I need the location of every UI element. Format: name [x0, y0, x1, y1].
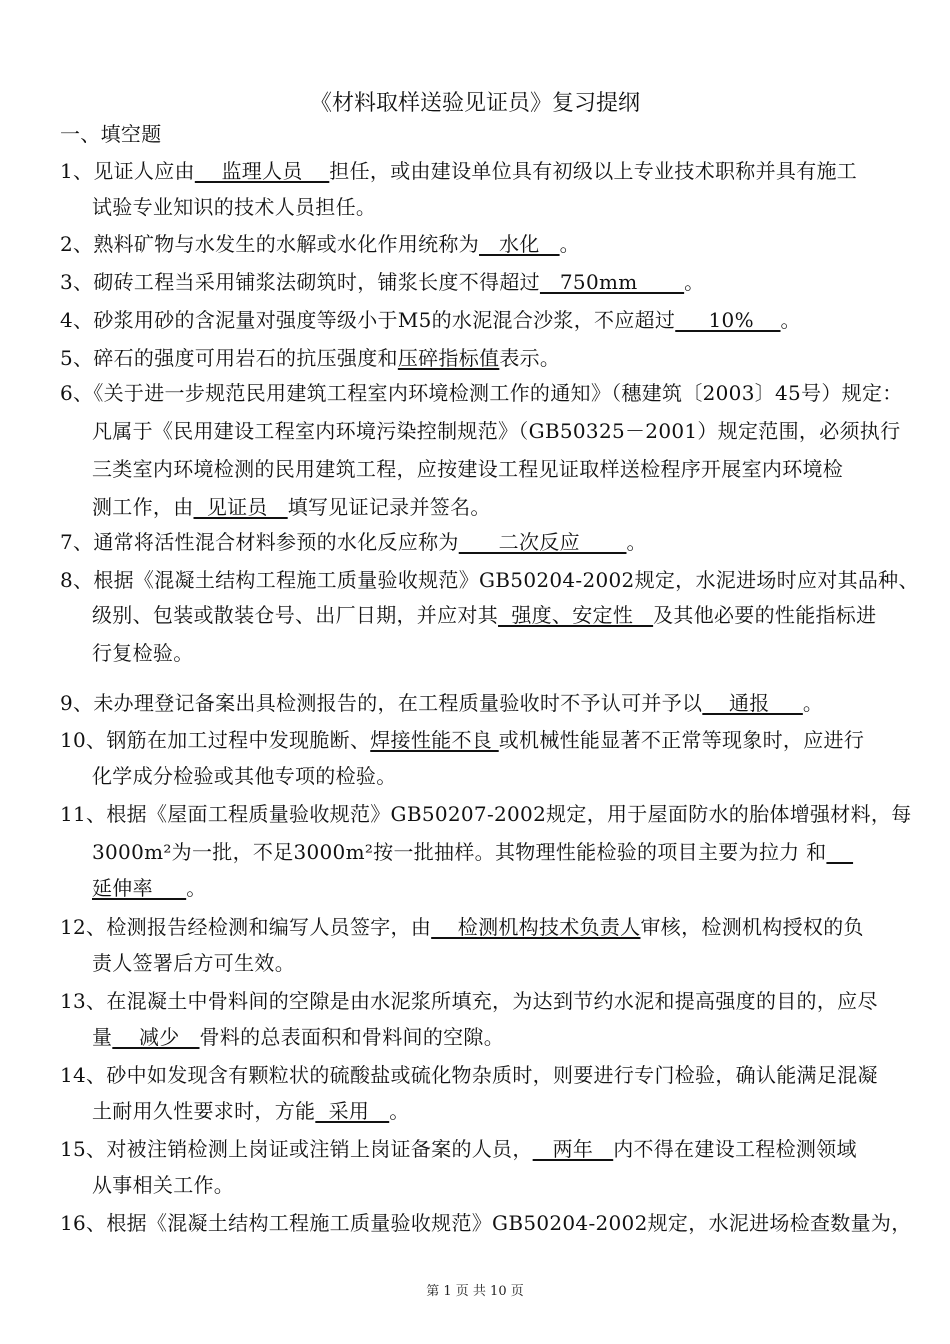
document-line — [92, 193, 376, 221]
answer-blank: 750mm — [539, 270, 685, 294]
document-title: 《材料取样送验见证员》复习提纲 — [309, 91, 640, 116]
document-line — [60, 913, 864, 941]
document-line — [60, 1061, 878, 1089]
line-text: 9、未办理登记备案出具检测报告的，在工程质量验收时不予认可并予以 — [60, 691, 703, 715]
line-text: 4、砂浆用砂的含泥量对强度等级小于M5的水泥混合沙浆，不应超过 — [60, 308, 676, 332]
line-text: 或机械性能显著不正常等现象时，应进行 — [498, 728, 865, 752]
answer-blank: 压碎指标值 — [397, 346, 500, 370]
answer-blank: 见证员 — [193, 495, 288, 519]
document-line — [60, 344, 560, 372]
line-text: 从事相关工作。 — [92, 1173, 235, 1197]
line-text: 14、砂中如发现含有颗粒状的硫酸盐或硫化物杂质时，则要进行专门检验，确认能满足混凝 — [60, 1063, 878, 1087]
line-text: 8、根据《混凝土结构工程施工质量验收规范》GB50204-2002规定，水泥进场时应对其品种、 — [60, 568, 919, 592]
document-line — [92, 874, 207, 902]
answer-blank: 监理人员 — [194, 159, 330, 183]
document-line — [60, 566, 919, 594]
line-text: 13、在混凝土中骨料间的空隙是由水泥浆所填充，为达到节约水泥和提高强度的目的，应尽 — [60, 989, 878, 1013]
line-text: 7、通常将活性混合材料参预的水化反应称为 — [60, 530, 459, 554]
document-line — [60, 528, 647, 556]
answer-blank: 10% — [675, 308, 781, 332]
line-text: 5、碎石的强度可用岩石的抗压强度和 — [60, 346, 398, 370]
line-text: 量 — [92, 1025, 113, 1049]
document-line — [92, 838, 853, 866]
document-line — [92, 417, 900, 445]
document-line — [60, 689, 823, 717]
line-text: 表示。 — [499, 346, 561, 370]
line-text: 测工作，由 — [92, 495, 194, 519]
line-text: 骨料的总表面积和骨料间的空隙。 — [199, 1025, 505, 1049]
document-line — [92, 493, 491, 521]
line-text: 11、根据《屋面工程质量验收规范》GB50207-2002规定，用于屋面防水的胎体增强材料，每 — [60, 802, 912, 826]
line-text: 内不得在建设工程检测领域 — [613, 1137, 857, 1161]
page-footer: 第 1 页 共 10 页 — [426, 1284, 524, 1299]
line-text: 16、根据《混凝土结构工程施工质量验收规范》GB50204-2002规定，水泥进场检查数量为， — [60, 1211, 912, 1235]
answer-blank: 检测机构技术负责人 — [431, 915, 641, 939]
answer-blank — [826, 840, 853, 864]
line-text: 审核，检测机构授权的负 — [640, 915, 864, 939]
document-line — [60, 268, 704, 296]
document-line — [60, 157, 857, 185]
line-text: 土耐用久性要求时，方能 — [92, 1099, 316, 1123]
document-line — [92, 1023, 504, 1051]
document-line — [60, 1209, 912, 1237]
line-text: 1、见证人应由 — [60, 159, 195, 183]
document-line — [92, 601, 876, 629]
document-line — [60, 1135, 857, 1163]
line-text: 3000m²为一批，不足3000m²按一批抽样。其物理性能检验的项目主要为拉力 和 — [92, 840, 827, 864]
section-heading: 一、填空题 — [60, 122, 162, 146]
answer-blank: 强度、安定性 — [498, 603, 654, 627]
document-line — [60, 379, 903, 407]
line-text: 。 — [802, 691, 824, 715]
line-text: 12、检测报告经检测和编写人员签字，由 — [60, 915, 432, 939]
document-line — [60, 726, 864, 754]
document-line — [60, 800, 912, 828]
answer-blank: 二次反应 — [458, 530, 627, 554]
document-line — [92, 1097, 410, 1125]
line-text: 凡属于《民用建设工程室内环境污染控制规范》（GB50325－2001）规定范围，必须执行 — [92, 419, 901, 443]
line-text: 15、对被注销检测上岗证或注销上岗证备案的人员， — [60, 1137, 533, 1161]
answer-blank: 通报 — [702, 691, 803, 715]
line-text: 2、熟料矿物与水发生的水解或水化作用统称为 — [60, 232, 480, 256]
line-text: 行复检验。 — [92, 641, 194, 665]
line-text: 填写见证记录并签名。 — [287, 495, 491, 519]
answer-blank: 两年 — [532, 1137, 614, 1161]
line-text: 三类室内环境检测的民用建筑工程，应按建设工程见证取样送检程序开展室内环境检 — [92, 457, 844, 481]
line-text: 。 — [626, 530, 647, 554]
line-text: 6、《关于进一步规范民用建筑工程室内环境检测工作的通知》（穗建筑〔2003〕45号）规定： — [60, 381, 903, 405]
line-text: 。 — [684, 270, 705, 294]
line-text: 。 — [559, 232, 580, 256]
line-text: 级别、包装或散装仓号、出厂日期，并应对其 — [92, 603, 498, 627]
document-line — [92, 762, 397, 790]
document-line — [92, 949, 295, 977]
line-text: 试验专业知识的技术人员担任。 — [92, 195, 377, 219]
answer-blank: 延伸率 — [92, 876, 187, 900]
answer-blank: 减少 — [112, 1025, 200, 1049]
document-line — [60, 230, 580, 258]
answer-blank: 采用 — [315, 1099, 390, 1123]
line-text: 及其他必要的性能指标进 — [653, 603, 877, 627]
document-line — [60, 306, 801, 334]
line-text: 化学成分检验或其他专项的检验。 — [92, 764, 397, 788]
answer-blank: 焊接性能不良 — [370, 728, 499, 752]
document-line — [92, 639, 194, 667]
line-text: 责人签署后方可生效。 — [92, 951, 295, 975]
answer-blank: 水化 — [479, 232, 560, 256]
document-line — [60, 987, 878, 1015]
document-line — [92, 1171, 234, 1199]
line-text: 。 — [389, 1099, 410, 1123]
document-line — [92, 455, 843, 483]
line-text: 担任，或由建设单位具有初级以上专业技术职称并具有施工 — [329, 159, 858, 183]
line-text: 3、砌砖工程当采用铺浆法砌筑时，铺浆长度不得超过 — [60, 270, 540, 294]
line-text: 。 — [186, 876, 207, 900]
line-text: 10、钢筋在加工过程中发现脆断、 — [60, 728, 371, 752]
line-text: 。 — [780, 308, 801, 332]
